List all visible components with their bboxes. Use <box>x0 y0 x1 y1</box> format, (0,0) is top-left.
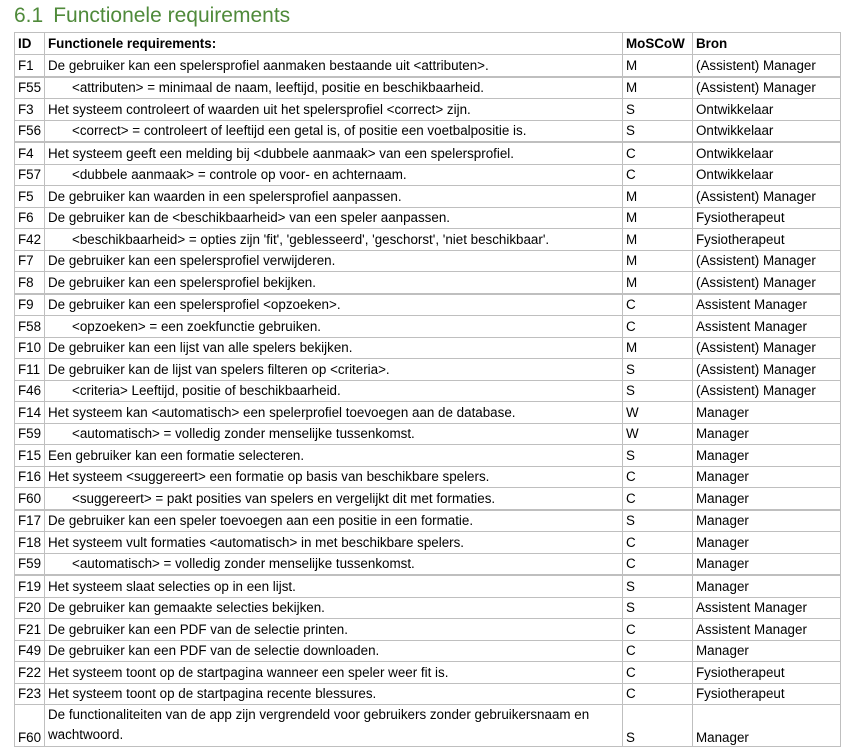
requirement-id: F14 <box>15 402 45 424</box>
requirement-moscow: M <box>623 77 693 99</box>
requirement-description: <attributen> = minimaal de naam, leeftijd, positie en beschikbaarheid. <box>45 77 623 99</box>
table-row <box>15 683 841 705</box>
requirement-bron: Manager <box>693 510 841 532</box>
requirement-moscow: S <box>623 99 693 121</box>
requirement-moscow: M <box>623 229 693 251</box>
requirement-description: De gebruiker kan een speler toevoegen aan een positie in een formatie. <box>45 510 623 532</box>
requirements-body <box>15 55 841 747</box>
requirement-bron: Assistent Manager <box>693 597 841 619</box>
table-row <box>15 337 841 359</box>
requirement-moscow: C <box>623 532 693 554</box>
requirement-moscow: S <box>623 380 693 402</box>
table-header-row <box>15 33 841 55</box>
table-row <box>15 186 841 208</box>
table-row <box>15 466 841 488</box>
requirement-moscow: S <box>623 575 693 597</box>
requirement-description: Het systeem toont op de startpagina wanneer een speler weer fit is. <box>45 662 623 684</box>
table-row <box>15 445 841 467</box>
requirement-bron: Manager <box>693 553 841 575</box>
requirement-id: F7 <box>15 250 45 272</box>
requirement-moscow: M <box>623 207 693 229</box>
requirement-id: F4 <box>15 142 45 164</box>
requirement-bron: Manager <box>693 640 841 662</box>
requirement-bron: Fysiotherapeut <box>693 662 841 684</box>
requirement-bron: Fysiotherapeut <box>693 229 841 251</box>
table-row <box>15 575 841 597</box>
requirement-bron: Fysiotherapeut <box>693 683 841 705</box>
requirement-moscow: M <box>623 186 693 208</box>
table-row <box>15 488 841 510</box>
requirement-bron: (Assistent) Manager <box>693 337 841 359</box>
requirement-bron: (Assistent) Manager <box>693 55 841 77</box>
requirement-moscow: C <box>623 488 693 510</box>
requirement-description: <correct> = controleert of leeftijd een getal is, of positie een voetbalpositie is. <box>45 120 623 142</box>
requirement-moscow: C <box>623 553 693 575</box>
requirement-id: F5 <box>15 186 45 208</box>
requirement-bron: (Assistent) Manager <box>693 186 841 208</box>
requirement-id: F11 <box>15 359 45 381</box>
table-row <box>15 164 841 186</box>
requirement-id: F58 <box>15 316 45 338</box>
requirement-bron: Assistent Manager <box>693 619 841 641</box>
requirement-moscow: M <box>623 250 693 272</box>
requirement-moscow: W <box>623 402 693 424</box>
table-row <box>15 250 841 272</box>
requirement-description: Het systeem vult formaties <automatisch> in met beschikbare spelers. <box>45 532 623 554</box>
requirement-description: <suggereert> = pakt posities van spelers en vergelijkt dit met formaties. <box>45 488 623 510</box>
table-row <box>15 359 841 381</box>
requirement-moscow: W <box>623 423 693 445</box>
table-row <box>15 142 841 164</box>
requirement-id: F1 <box>15 55 45 77</box>
header-description: Functionele requirements: <box>45 33 623 55</box>
requirement-moscow: S <box>623 120 693 142</box>
requirement-description: De gebruiker kan gemaakte selecties bekijken. <box>45 597 623 619</box>
requirement-moscow: M <box>623 55 693 77</box>
requirement-bron: (Assistent) Manager <box>693 250 841 272</box>
header-bron: Bron <box>693 33 841 55</box>
requirement-description: Het systeem toont op de startpagina recente blessures. <box>45 683 623 705</box>
table-row <box>15 619 841 641</box>
table-row <box>15 532 841 554</box>
table-row <box>15 207 841 229</box>
requirement-moscow: S <box>623 597 693 619</box>
requirement-description: Het systeem controleert of waarden uit het spelersprofiel <correct> zijn. <box>45 99 623 121</box>
table-row <box>15 55 841 77</box>
requirement-description: Het systeem slaat selecties op in een lijst. <box>45 575 623 597</box>
requirement-moscow: S <box>623 510 693 532</box>
requirement-description: De gebruiker kan een PDF van de selectie printen. <box>45 619 623 641</box>
requirement-description: De gebruiker kan de <beschikbaarheid> van een speler aanpassen. <box>45 207 623 229</box>
requirement-description: Het systeem kan <automatisch> een spelerprofiel toevoegen aan de database. <box>45 402 623 424</box>
requirement-moscow: C <box>623 662 693 684</box>
table-row <box>15 229 841 251</box>
requirement-moscow: C <box>623 683 693 705</box>
table-row <box>15 597 841 619</box>
table-row <box>15 423 841 445</box>
requirement-description: De functionaliteiten van de app zijn vergrendeld voor gebruikers zonder gebruikersnaam en wachtwoord. <box>45 705 623 747</box>
table-row <box>15 99 841 121</box>
requirement-moscow: C <box>623 619 693 641</box>
requirement-id: F18 <box>15 532 45 554</box>
requirement-description: De gebruiker kan een PDF van de selectie downloaden. <box>45 640 623 662</box>
section-number: 6.1 <box>14 4 44 27</box>
requirement-moscow: C <box>623 294 693 316</box>
section-heading <box>14 4 290 28</box>
requirement-description: <opzoeken> = een zoekfunctie gebruiken. <box>45 316 623 338</box>
table-row <box>15 120 841 142</box>
requirement-bron: Manager <box>693 575 841 597</box>
requirement-bron: Manager <box>693 402 841 424</box>
requirement-id: F56 <box>15 120 45 142</box>
header-moscow: MoSCoW <box>623 33 693 55</box>
requirement-id: F42 <box>15 229 45 251</box>
requirement-description: De gebruiker kan een spelersprofiel verwijderen. <box>45 250 623 272</box>
requirements-table <box>14 32 841 747</box>
requirement-bron: Ontwikkelaar <box>693 164 841 186</box>
requirement-id: F55 <box>15 77 45 99</box>
requirement-moscow: C <box>623 142 693 164</box>
requirement-id: F16 <box>15 466 45 488</box>
requirement-id: F19 <box>15 575 45 597</box>
requirement-id: F59 <box>15 553 45 575</box>
requirement-description: <criteria> Leeftijd, positie of beschikbaarheid. <box>45 380 623 402</box>
requirement-id: F59 <box>15 423 45 445</box>
requirement-id: F21 <box>15 619 45 641</box>
requirement-description: <automatisch> = volledig zonder menselijke tussenkomst. <box>45 423 623 445</box>
requirement-description: De gebruiker kan de lijst van spelers filteren op <criteria>. <box>45 359 623 381</box>
requirement-bron: (Assistent) Manager <box>693 272 841 294</box>
requirement-description: Het systeem geeft een melding bij <dubbele aanmaak> van een spelersprofiel. <box>45 142 623 164</box>
requirement-moscow: C <box>623 640 693 662</box>
requirement-description: <automatisch> = volledig zonder menselijke tussenkomst. <box>45 553 623 575</box>
requirement-id: F8 <box>15 272 45 294</box>
requirement-bron: Ontwikkelaar <box>693 142 841 164</box>
requirement-id: F20 <box>15 597 45 619</box>
requirement-id: F15 <box>15 445 45 467</box>
requirement-description: De gebruiker kan een spelersprofiel bekijken. <box>45 272 623 294</box>
requirement-id: F23 <box>15 683 45 705</box>
requirement-bron: Manager <box>693 705 841 747</box>
requirement-description: De gebruiker kan waarden in een spelersprofiel aanpassen. <box>45 186 623 208</box>
requirement-bron: Manager <box>693 532 841 554</box>
table-row <box>15 294 841 316</box>
requirement-moscow: M <box>623 337 693 359</box>
requirement-id: F17 <box>15 510 45 532</box>
requirement-moscow: S <box>623 445 693 467</box>
requirement-bron: (Assistent) Manager <box>693 380 841 402</box>
table-row <box>15 705 841 747</box>
requirement-id: F9 <box>15 294 45 316</box>
requirement-id: F57 <box>15 164 45 186</box>
table-row <box>15 662 841 684</box>
requirement-moscow: C <box>623 466 693 488</box>
requirement-bron: Fysiotherapeut <box>693 207 841 229</box>
table-row <box>15 316 841 338</box>
table-row <box>15 510 841 532</box>
requirement-description: Het systeem <suggereert> een formatie op basis van beschikbare spelers. <box>45 466 623 488</box>
requirement-bron: (Assistent) Manager <box>693 77 841 99</box>
section-title: Functionele requirements <box>53 4 291 27</box>
table-row <box>15 380 841 402</box>
requirement-bron: Manager <box>693 488 841 510</box>
requirement-moscow: C <box>623 316 693 338</box>
table-row <box>15 77 841 99</box>
requirement-description: De gebruiker kan een spelersprofiel <opzoeken>. <box>45 294 623 316</box>
requirement-id: F49 <box>15 640 45 662</box>
requirement-bron: Ontwikkelaar <box>693 99 841 121</box>
requirement-bron: Manager <box>693 445 841 467</box>
requirement-id: F6 <box>15 207 45 229</box>
requirement-description: <beschikbaarheid> = opties zijn 'fit', 'geblesseerd', 'geschorst', 'niet beschikbaar'. <box>45 229 623 251</box>
table-row <box>15 272 841 294</box>
requirement-bron: Manager <box>693 423 841 445</box>
requirement-id: F22 <box>15 662 45 684</box>
requirement-description: De gebruiker kan een spelersprofiel aanmaken bestaande uit <attributen>. <box>45 55 623 77</box>
requirement-moscow: S <box>623 705 693 747</box>
requirement-id: F3 <box>15 99 45 121</box>
requirement-id: F60 <box>15 705 45 747</box>
requirement-id: F60 <box>15 488 45 510</box>
requirement-bron: (Assistent) Manager <box>693 359 841 381</box>
requirement-description: Een gebruiker kan een formatie selecteren. <box>45 445 623 467</box>
table-row <box>15 553 841 575</box>
requirement-description: <dubbele aanmaak> = controle op voor- en achternaam. <box>45 164 623 186</box>
requirement-moscow: C <box>623 164 693 186</box>
requirement-moscow: M <box>623 272 693 294</box>
requirement-bron: Manager <box>693 466 841 488</box>
requirement-bron: Ontwikkelaar <box>693 120 841 142</box>
table-row <box>15 640 841 662</box>
requirement-id: F46 <box>15 380 45 402</box>
requirement-description: De gebruiker kan een lijst van alle spelers bekijken. <box>45 337 623 359</box>
header-id: ID <box>15 33 45 55</box>
requirement-bron: Assistent Manager <box>693 316 841 338</box>
requirement-moscow: S <box>623 359 693 381</box>
requirement-bron: Assistent Manager <box>693 294 841 316</box>
table-row <box>15 402 841 424</box>
requirement-id: F10 <box>15 337 45 359</box>
